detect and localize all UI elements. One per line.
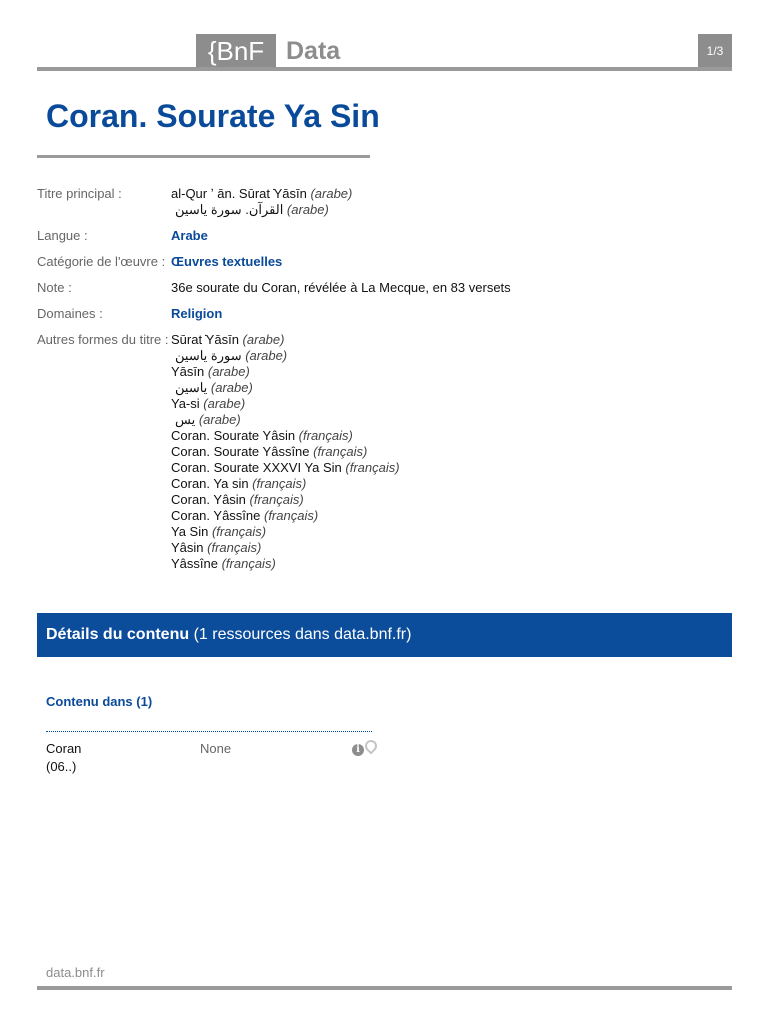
title-variant-text: Sūrat ̇Yāsīn [171,332,239,347]
label-langue: Langue : [37,228,88,243]
title-variant-text: Yâssîne [171,556,218,571]
row-langue [37,228,717,244]
title-variant-language: (français) [260,508,319,523]
page-number: 1/3 [698,34,732,68]
title-variant-text: Coran. Yâsin [171,492,246,507]
title-variant [171,186,352,202]
note-value: 36e sourate du Coran, révélée à La Mecque, en 83 versets [171,280,511,295]
title-variant [171,540,400,556]
title-variant [171,380,400,396]
title-variant [171,524,400,540]
label-titre-principal: Titre principal : [37,186,122,201]
langue-link[interactable]: Arabe [171,228,208,243]
bnf-logo: {BnF [196,34,276,68]
title-variant-language: (français) [309,444,368,459]
title-variant [171,460,400,476]
contenu-item-name[interactable]: Coran [46,741,82,756]
title-variant-text: al-Qur ʼ ān. Sūrat ̇Yāsīn [171,186,307,201]
title-variant-text: Coran. Yâssîne [171,508,261,523]
title-variant-text: Yâsin [171,540,204,555]
title-variant-language: (français) [217,556,276,571]
contenu-item-icons [352,740,377,756]
section-title: Détails du contenu [46,626,190,643]
title-variant [171,332,400,348]
footer-site: data.bnf.fr [46,965,105,980]
title-variant [171,348,400,364]
title-variant-text: Coran. Sourate Yâsin [171,428,296,443]
title-variant-text: القرآن. سورة ياسين [175,202,284,217]
title-variant [171,492,400,508]
title-variant-text: سورة ياسين [175,348,242,363]
row-titre-principal [37,186,717,218]
title-variant-text: Coran. Ya sin [171,476,249,491]
contenu-dans-heading: Contenu dans (1) [46,694,153,709]
title-variant-language: (arabe) [241,348,288,363]
titre-principal-values [171,186,352,218]
section-details-contenu [37,613,732,657]
contenu-item-date: (06..) [46,759,77,774]
title-variant-language: (arabe) [207,380,253,395]
title-variant [171,396,400,412]
title-variant-language: (français) [295,428,353,443]
title-variant-language: (arabe) [195,412,241,427]
label-note: Note : [37,280,72,295]
section-count: (1 ressources dans data.bnf.fr) [193,626,412,643]
title-variant-language: (arabe) [283,202,329,217]
row-note [37,280,717,296]
title-variant [171,444,400,460]
title-variant-language: (français) [245,492,304,507]
title-variant-language: (arabe) [306,186,353,201]
label-autres-formes: Autres formes du titre : [37,332,169,347]
title-variant [171,556,400,572]
page-title: Coran. Sourate Ya Sin [46,98,380,134]
autres-formes-values [171,332,400,572]
title-variant [171,508,400,524]
metadata-table [37,186,717,582]
title-variant [171,364,400,380]
row-domaines [37,306,717,322]
contenu-item-value: None [200,741,232,756]
title-variant-text: Ya-si [171,396,200,411]
title-variant-language: (arabe) [199,396,246,411]
title-variant-text: Coran. Sourate XXXVI Ya Sin [171,460,342,475]
footer-divider [37,986,732,990]
title-variant-text: Coran. Sourate Yâssîne [171,444,310,459]
title-variant [171,428,400,444]
title-variant-language: (arabe) [204,364,250,379]
title-variant-language: (français) [203,540,262,555]
contenu-item-title[interactable] [46,740,166,776]
row-autres-formes [37,332,717,572]
label-domaines: Domaines : [37,306,103,321]
title-variant-language: (français) [341,460,400,475]
map-pin-icon[interactable] [363,738,380,755]
title-variant-text: Ya Sin [171,524,209,539]
domaines-link[interactable]: Religion [171,306,223,321]
row-categorie [37,254,717,270]
title-variant-language: (français) [208,524,267,539]
title-variant [171,412,400,428]
title-variant-text: يس [175,412,196,427]
title-variant [171,476,400,492]
label-categorie: Catégorie de l'œuvre : [37,254,166,269]
title-variant-text: Yāsīn [171,364,205,379]
title-variant-language: (arabe) [238,332,285,347]
header-divider [37,67,732,71]
title-divider [37,155,370,158]
title-variant-text: ياسين [175,380,208,395]
title-variant [171,202,352,218]
title-variant-language: (français) [248,476,307,491]
contenu-divider [46,731,372,732]
info-icon[interactable]: i [352,744,364,756]
logo-data-label: Data [286,37,341,65]
categorie-link[interactable]: Œuvres textuelles [171,254,283,269]
